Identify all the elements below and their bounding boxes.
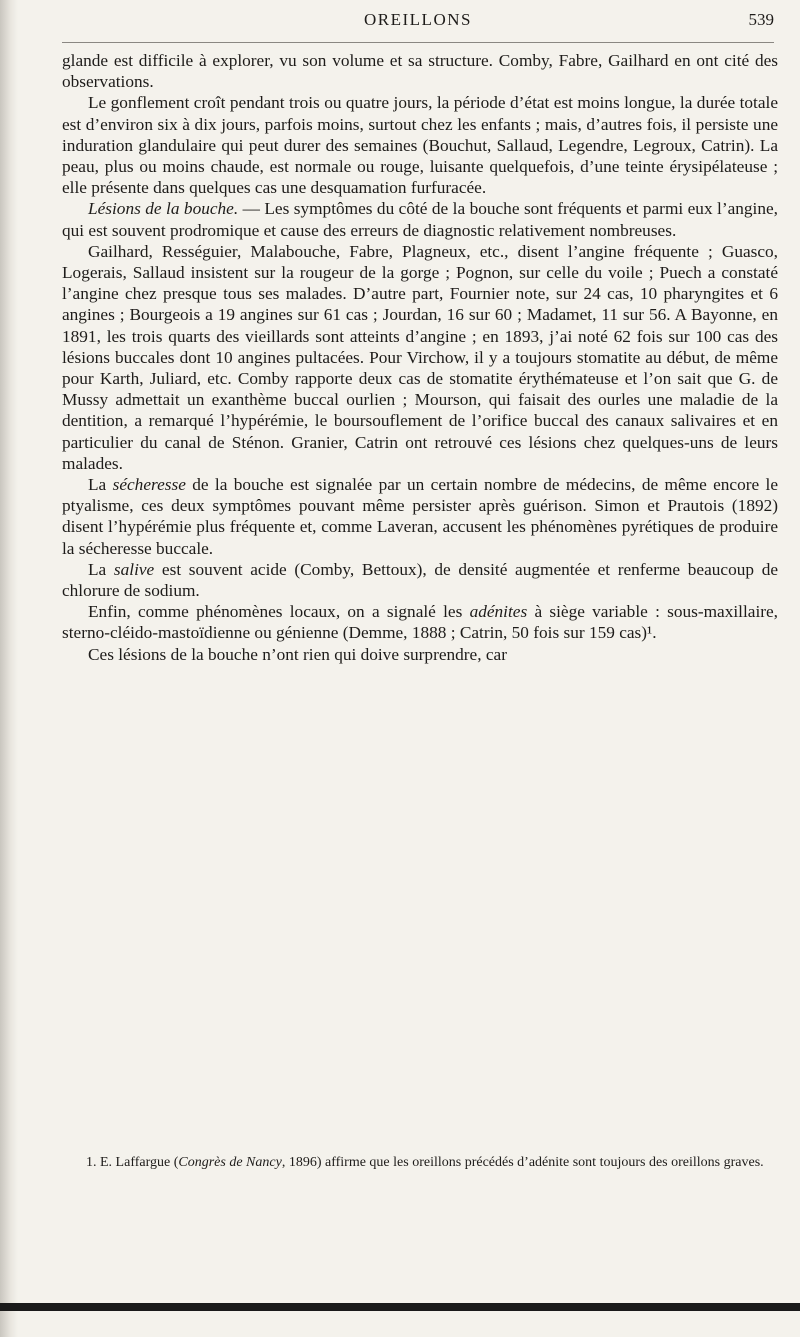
running-title: OREILLONS [364,10,472,29]
italic-text: adénites [469,602,528,622]
text-run: glande est difficile à explorer, vu son volume et sa structure. Comby, Fabre, Gailhard en ont cité des observations. [62,51,778,92]
paragraph [62,601,778,643]
text-run: Enfin, comme phénomènes locaux, on a signalé les [88,602,470,622]
footnote [62,1154,778,1172]
paragraph [62,644,778,665]
paragraph [62,474,778,559]
text-run: est souvent acide (Comby, Bettoux), de densité augmentée et renferme beaucoup de chlorure de sodium. [62,559,778,601]
text-run: — Les symptômes du côté de la bouche sont fréquents et parmi eux l’angine, qui est souvent prodromique et cause des erreurs de diagnostic relativement nombreuses. [62,199,778,240]
italic-text: Congrès de Nancy [178,1155,282,1170]
text-run: Ces lésions de la bouche n’ont rien qui doive surprendre, car [88,644,507,664]
binding-edge-shadow [0,0,18,1337]
paragraph [62,92,778,198]
text-run: à siège variable : sous-maxillaire, sterno-cléido-mastoïdienne ou génienne (Demme, 1888 ; Catrin, 50 fois sur 159 cas)¹. [62,602,778,643]
page-number: 539 [748,10,774,29]
footnote-text [62,1154,778,1172]
text-run: , 1896) affirme que les oreillons précédés d’adénite sont toujours des oreillons graves. [281,1155,764,1170]
italic-text: sécheresse [112,475,186,495]
header-rule [62,42,774,43]
text-run: La [88,475,113,495]
text-run: Gailhard, Rességuier, Malabouche, Fabre, Plagneux, etc., disent l’angine fréquente ; Guasco, Logerais, Sallaud insistent sur la rougeur de la gorge ; Pognon, sur celle du voile ; Puech a constaté l’angine chez presque tous ses malades. D’autre part, Fournier note, sur 24 cas, 10 pharyngites et 6 angines ; Bourgeois a 19 angines sur 61 cas ; Jourdan, 16 sur 60 ; Madamet, 11 sur 56. A Bayonne, en 1891, les trois quarts des vieillards sont atteints d’angine ; en 1893, j’ai noté 62 fois sur 100 cas des lésions buccales dont 10 angines pultacées. Pour Virchow, il y a toujours stomatite au début, de même pour Karth, Juliard, etc. Comby rapporte deux cas de stomatite érythémateuse et l’on sait que G. de Mussy admettait un exanthème buccal ourlien ; Mourson, qui faisait des ourles une maladie de la dentition, a remarqué l’hypérémie, le boursouflement de l’orifice buccal des canaux salivaires et en particulier du canal de Sténon. Granier, Catrin ont retrouvé ces lésions chez quelques-uns de leurs malades. [62,241,778,473]
text-run: La [88,559,114,579]
italic-text: Lésions de la bouche. [88,199,239,219]
paragraph [62,559,778,601]
text-run: 1. E. Laffargue ( [86,1155,179,1170]
scan-bottom-bar [0,1303,800,1311]
paragraph [62,241,778,474]
page-header [62,10,774,34]
paragraph [62,50,778,92]
text-run: de la bouche est signalée par un certain nombre de médecins, de même encore le ptyalisme, ces deux symptômes pouvant même persister après guérison. Simon et Prautois (1892) disent l’hypérémie plus fréquente et, comme Laveran, accusent les phénomènes pyrétiques de produire la sécheresse buccale. [62,475,779,558]
body-text [62,50,778,665]
text-run: Le gonflement croît pendant trois ou quatre jours, la période d’état est moins longue, la durée totale est d’environ six à dix jours, parfois moins, surtout chez les enfants ; mais, d’autres fois, il persiste une induration glandulaire qui peut durer des semaines (Bouchut, Sallaud, Legendre, Legroux, Catrin). La peau, plus ou moins chaude, est normale ou rouge, luisante quelquefois, d’une teinte érysipélateuse ; elle présente dans quelques cas une desquamation furfuracée. [62,93,778,198]
paragraph [62,198,778,240]
italic-text: salive [113,559,155,579]
